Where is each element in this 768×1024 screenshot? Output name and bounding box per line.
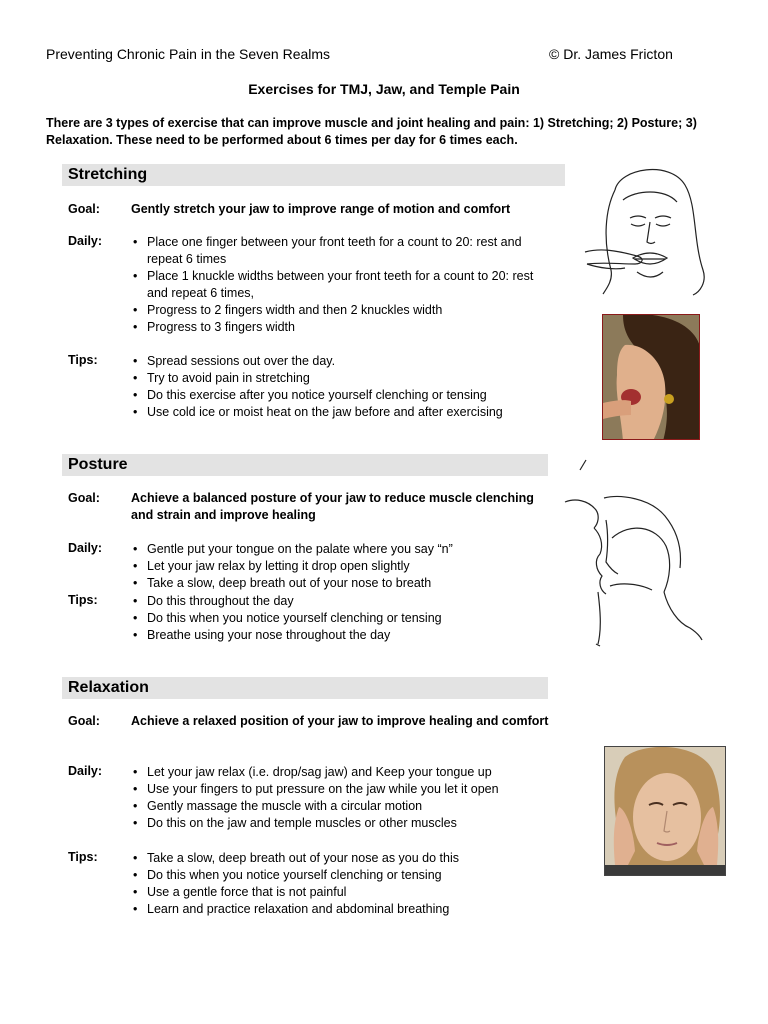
daily-label: Daily: — [68, 764, 103, 778]
intro-paragraph: There are 3 types of exercise that can improve muscle and joint healing and pain: 1) Stretching; 2) Posture; 3) Relaxation. These need to be performed about 6 times per day for 6 times each. — [46, 116, 697, 147]
list-item: • Place one finger between your front teeth for a count to 20: rest and repeat 6 times — [131, 234, 551, 268]
list-item: • Place 1 knuckle widths between your front teeth for a count to 20: rest and repeat 6 times, — [131, 268, 551, 302]
list-item: • Learn and practice relaxation and abdominal breathing — [131, 901, 571, 918]
list-item: • Let your jaw relax by letting it drop open slightly — [131, 558, 551, 575]
list-item: • Breathe using your nose throughout the day — [131, 627, 551, 644]
list-item: • Do this when you notice yourself clenching or tensing — [131, 610, 551, 627]
list-item: • Do this exercise after you notice yourself clenching or tensing — [131, 387, 571, 404]
list-item: • Do this throughout the day — [131, 593, 551, 610]
header-left: Preventing Chronic Pain in the Seven Realms — [46, 46, 331, 62]
goal-label: Goal: — [68, 491, 100, 505]
tips-label: Tips: — [68, 593, 98, 607]
list-item: • Use your fingers to put pressure on the jaw while you let it open — [131, 781, 571, 798]
list-item: • Do this on the jaw and temple muscles or other muscles — [131, 815, 571, 832]
daily-label: Daily: — [68, 234, 103, 248]
stretching-tips-list — [131, 353, 571, 421]
list-item: • Use a gentle force that is not painful — [131, 884, 571, 901]
tongue-posture-illustration — [560, 458, 710, 653]
list-item: • Spread sessions out over the day. — [131, 353, 571, 370]
list-item: • Progress to 3 fingers width — [131, 319, 551, 336]
list-item: • Gentle put your tongue on the palate where you say “n” — [131, 541, 551, 558]
relaxation-goal: Achieve a relaxed position of your jaw to improve healing and comfort — [131, 714, 549, 728]
posture-daily-list — [131, 541, 551, 592]
list-item: • Take a slow, deep breath out of your nose as you do this — [131, 850, 571, 867]
goal-label: Goal: — [68, 714, 100, 728]
woman-photo-image — [603, 315, 700, 440]
goal-label: Goal: — [68, 202, 100, 216]
posture-tips-list — [131, 593, 551, 644]
jaw-stretch-photo — [602, 314, 700, 440]
woman-photo-image — [605, 747, 726, 876]
jaw-massage-photo — [604, 746, 726, 876]
daily-label: Daily: — [68, 541, 103, 555]
page-title: Exercises for TMJ, Jaw, and Temple Pain — [248, 81, 520, 97]
stretching-daily-list — [131, 234, 551, 336]
list-item: • Use cold ice or moist heat on the jaw before and after exercising — [131, 404, 571, 421]
list-item: • Try to avoid pain in stretching — [131, 370, 571, 387]
relaxation-daily-list — [131, 764, 571, 832]
jaw-stretch-illustration — [575, 160, 715, 298]
section-heading-relaxation: Relaxation — [62, 677, 548, 699]
section-heading-posture: Posture — [62, 454, 548, 476]
header-right: © Dr. James Fricton — [549, 46, 673, 62]
tips-label: Tips: — [68, 850, 98, 864]
list-item: • Do this when you notice yourself clenching or tensing — [131, 867, 571, 884]
posture-goal: Achieve a balanced posture of your jaw to reduce muscle clenching and strain and improve healing — [131, 491, 534, 522]
tips-label: Tips: — [68, 353, 98, 367]
list-item: • Take a slow, deep breath out of your nose to breath — [131, 575, 551, 592]
list-item: • Gently massage the muscle with a circular motion — [131, 798, 571, 815]
section-heading-stretching: Stretching — [62, 164, 565, 186]
list-item: • Let your jaw relax (i.e. drop/sag jaw) and Keep your tongue up — [131, 764, 571, 781]
relaxation-tips-list — [131, 850, 571, 918]
list-item: • Progress to 2 fingers width and then 2 knuckles width — [131, 302, 551, 319]
stretching-goal: Gently stretch your jaw to improve range of motion and comfort — [131, 202, 511, 216]
